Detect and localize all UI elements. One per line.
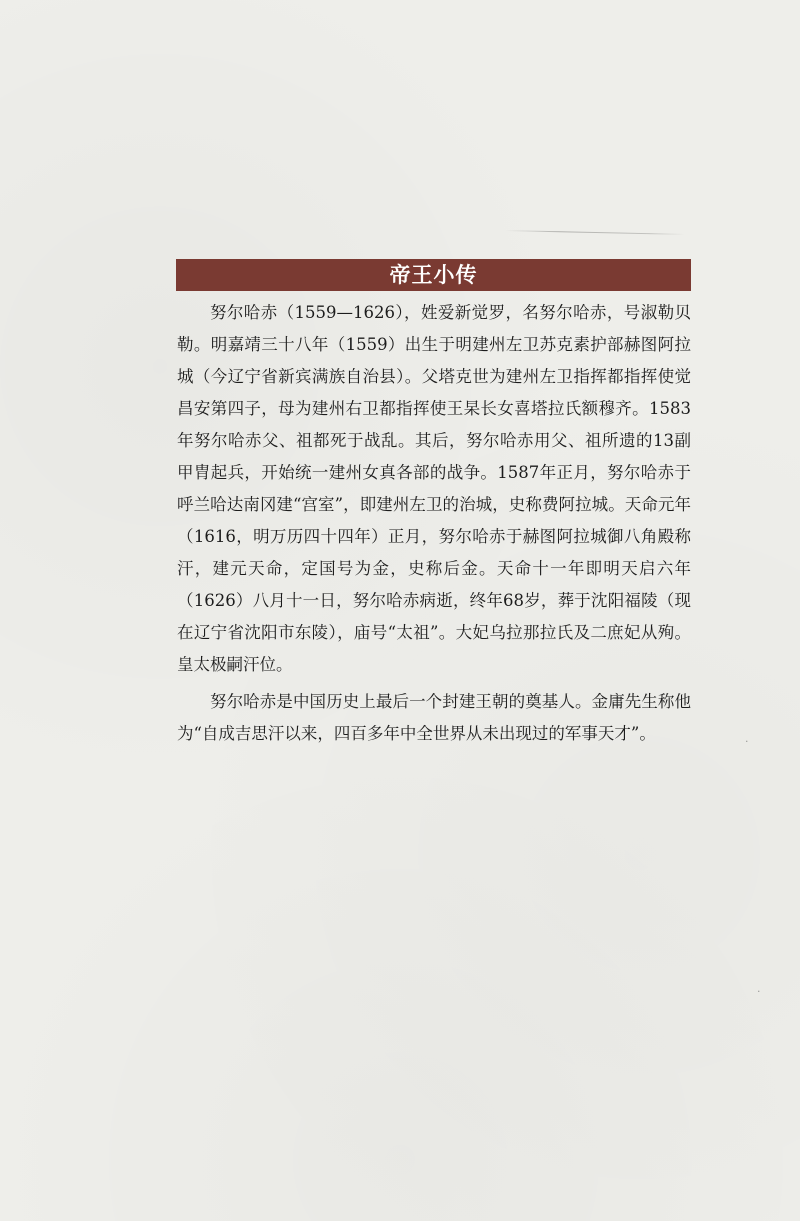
section-banner: [176, 259, 691, 291]
scan-artifact-line: [505, 230, 685, 235]
scan-speck: ·: [757, 985, 761, 998]
biography-body: [177, 297, 691, 750]
section-title: 帝王小传: [389, 262, 478, 287]
scan-speck: ·: [745, 735, 749, 748]
biography-paragraph-1: 努尔哈赤（1559—1626），姓爱新觉罗，名努尔哈赤，号淑勒贝勒。明嘉靖三十八年（1559）出生于明建州左卫苏克素护部赫图阿拉城（今辽宁省新宾满族自治县）。父塔克世为建州左卫指挥都指挥使觉昌安第四子，母为建州右卫都指挥使王杲长女喜塔拉氏额穆齐。1583年努尔哈赤父、祖都死于战乱。其后，努尔哈赤用父、祖所遗的13副甲胄起兵，开始统一建州女真各部的战争。1587年正月，努尔哈赤于呼兰哈达南冈建“宫室”，即建州左卫的治城，史称费阿拉城。天命元年（1616，明万历四十四年）正月，努尔哈赤于赫图阿拉城御八角殿称汗，建元天命，定国号为金，史称后金。天命十一年即明天启六年（1626）八月十一日，努尔哈赤病逝，终年68岁，葬于沈阳福陵（现在辽宁省沈阳市东陵），庙号“太祖”。大妃乌拉那拉氏及二庶妃从殉。皇太极嗣汗位。: [177, 303, 691, 674]
biography-paragraph-2: 努尔哈赤是中国历史上最后一个封建王朝的奠基人。金庸先生称他为“自成吉思汗以来，四百多年中全世界从未出现过的军事天才”。: [177, 692, 691, 743]
